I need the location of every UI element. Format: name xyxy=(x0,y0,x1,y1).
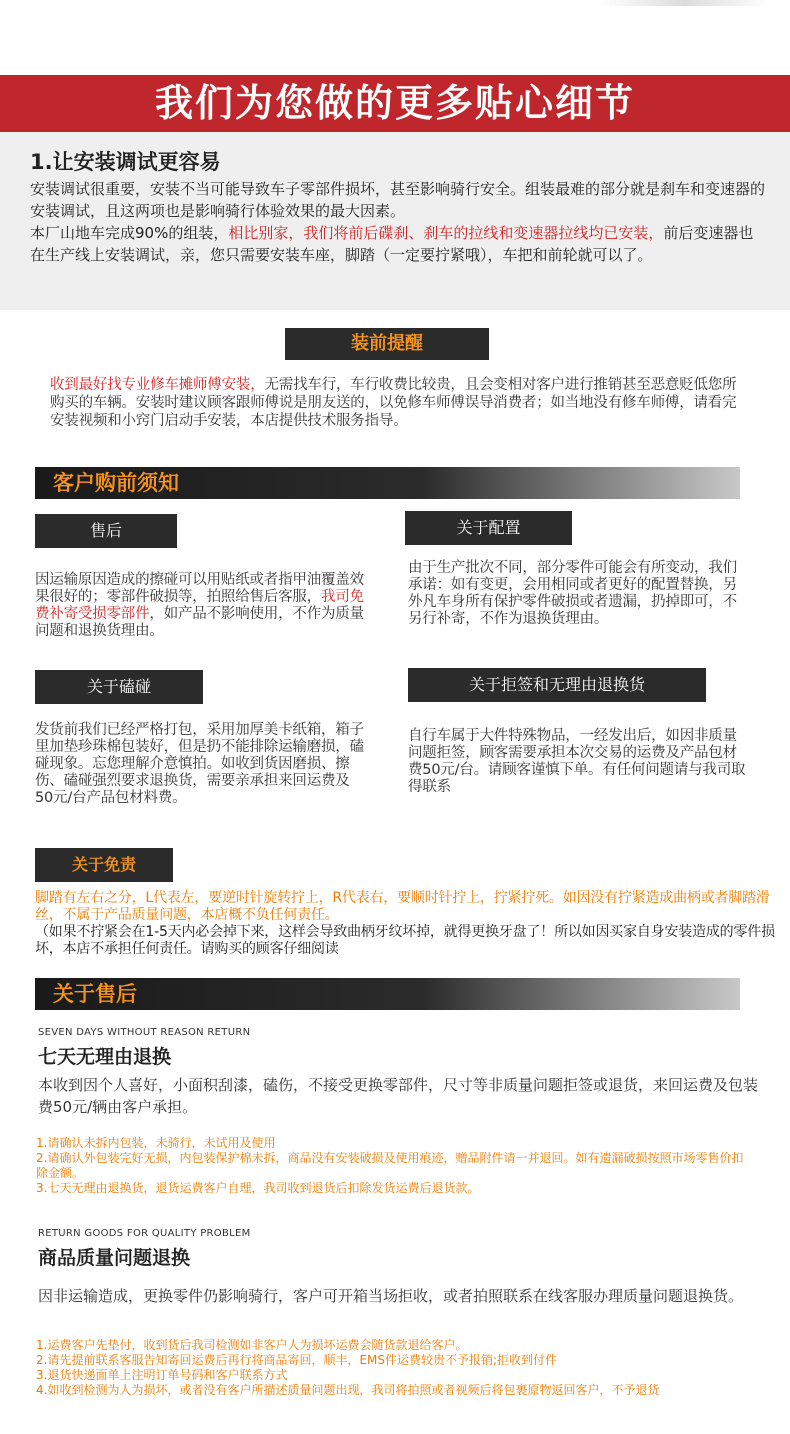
config-text: 由于生产批次不同，部分零件可能会有所变动，我们承诺：如有变更，会用相同或者更好的配置替换，另外凡车身所有保护零件破损或者遗漏，扔掉即可，不另行补寄，不作为退换货理由。 xyxy=(408,560,737,627)
install-section xyxy=(0,132,790,310)
install-text-3: 前后变速器也在生产线上安装调试，亲，您只需要安装车座，脚踏（一定要拧紧哦），车把和前轮就可以了。 xyxy=(30,224,754,264)
purchase-notice-title: 客户购前须知 xyxy=(53,471,179,495)
install-paragraph xyxy=(30,178,765,266)
list-item: 1.运费客户先垫付，收到货后我司检测如非客户人为损坏运费会随货款退给客户。 xyxy=(36,1338,468,1352)
config-label: 关于配置 xyxy=(405,511,572,545)
reminder-text xyxy=(50,376,750,430)
seven-days-text: 本收到因个人喜好，小面积刮漆，磕伤，不接受更换零部件，尺寸等非质量问题拒签或退货，来回运费及包装费50元/辆由客户承担。 xyxy=(38,1076,759,1116)
reminder-text-highlight: 收到最好找专业修车摊师傅安装， xyxy=(50,377,265,393)
seven-days-list xyxy=(36,1136,751,1196)
top-divider xyxy=(600,0,770,6)
quality-text: 因非运输造成，更换零件仍影响骑行，客户可开箱当场拒收，或者拍照联系在线客服办理质量问题退换货。 xyxy=(38,1287,744,1305)
install-text-1: 安装调试很重要，安装不当可能导致车子零部件损坏，甚至影响骑行安全。组装最难的部分就是刹车和变速器的安装调试，且这两项也是影响骑行体验效果的最大因素。 xyxy=(30,180,766,220)
seven-days-en: SEVEN DAYS WITHOUT REASON RETURN xyxy=(38,1027,251,1038)
after-sales-text xyxy=(35,572,365,640)
after-sales-title: 关于售后 xyxy=(53,982,137,1006)
after-sales-text-b: ，如产品不影响使用，不作为质量问题和退换货理由。 xyxy=(35,606,364,639)
disclaimer-text xyxy=(35,890,775,958)
page-banner: 我们为您做的更多贴心细节 xyxy=(0,75,790,132)
list-item: 2.请先提前联系客服告知寄回运费后再行将商品寄回，顺丰，EMS件运费较贵不予报销;拒收到付件 xyxy=(36,1353,558,1367)
disclaimer-label: 关于免责 xyxy=(35,848,173,882)
after-sales-bar xyxy=(35,978,740,1010)
purchase-notice-bar xyxy=(35,467,740,499)
bump-label: 关于磕碰 xyxy=(35,670,203,704)
list-item: 4.如收到检测为人为损坏，或者没有客户所描述质量问题出现，我司将拍照或者视频后将包裹原物返回客户，不予退货 xyxy=(36,1383,660,1397)
install-text-highlight: 相比别家，我们将前后碟刹、刹车的拉线和变速器拉线均已安装， xyxy=(228,224,664,242)
list-item: 2.请确认外包装完好无损，内包装保护棉未拆，商品没有安装破损及使用痕迹，赠品附件请一并退回。如有遗漏破损按照市场零售价扣除金额。 xyxy=(36,1151,744,1180)
install-text-2: 本厂山地车完成90%的组装， xyxy=(30,224,229,242)
refuse-label: 关于拒签和无理由退换货 xyxy=(408,668,706,702)
seven-days-title: 七天无理由退换 xyxy=(38,1046,172,1068)
quality-list xyxy=(36,1338,756,1398)
disclaimer-note: （如果不拧紧会在1-5天内必会掉下来，这样会导致曲柄牙纹坏掉，就得更换牙盘了！所以如因买家自身安装造成的零件损坏，本店不承担任何责任。请购买的顾客仔细阅读 xyxy=(35,924,775,957)
reminder-label: 装前提醒 xyxy=(285,328,489,360)
quality-title: 商品质量问题退换 xyxy=(38,1247,191,1269)
reminder-text-body: 无需找车行，车行收费比较贵，且会变相对客户进行推销甚至恶意贬低您所购买的车辆。安装时建议顾客跟师傅说是朋友送的，以免修车师傅误导消费者；如当地没有修车师傅，请看完安装视频和小窍门启动手安装，本店提供技术服务指导。 xyxy=(50,377,737,429)
list-item: 3.七天无理由退换货，退货运费客户自理，我司收到退货后扣除发货运费后退货款。 xyxy=(36,1181,480,1195)
list-item: 1.请确认未拆内包装，未骑行，未试用及使用 xyxy=(36,1136,276,1150)
install-heading: 1.让安装调试更容易 xyxy=(30,150,221,174)
refuse-text: 自行车属于大件特殊物品，一经发出后，如因非质量问题拒签，顾客需要承担本次交易的运费及产品包材费50元/台。请顾客谨慎下单。有任何问题请与我司取得联系 xyxy=(408,728,746,795)
disclaimer-warning: 脚踏有左右之分，L代表左，要逆时针旋转拧上，R代表右，要顺时针拧上，拧紧拧死。如因没有拧紧造成曲柄或者脚踏滑丝，不属于产品质量问题，本店概不负任何责任。 xyxy=(35,890,770,923)
quality-en: RETURN GOODS FOR QUALITY PROBLEM xyxy=(38,1228,251,1239)
after-sales-text-highlight: 我司免费补寄受损零部件 xyxy=(35,589,364,622)
after-sales-text-a: 因运输原因造成的擦碰可以用贴纸或者指甲油覆盖效果很好的；零部件破损等，拍照给售后客服， xyxy=(35,572,364,605)
bump-text: 发货前我们已经严格打包，采用加厚美卡纸箱，箱子里加垫珍珠棉包装好，但是扔不能排除运输磨损，磕碰现象。忘您理解介意慎拍。如收到货因磨损、擦伤、磕碰强烈要求退换货，需要亲承担来回运费及50元/台产品包材料费。 xyxy=(35,722,364,806)
after-sales-label: 售后 xyxy=(35,514,177,548)
list-item: 3.退货快递面单上注明订单号码和客户联系方式 xyxy=(36,1368,288,1382)
